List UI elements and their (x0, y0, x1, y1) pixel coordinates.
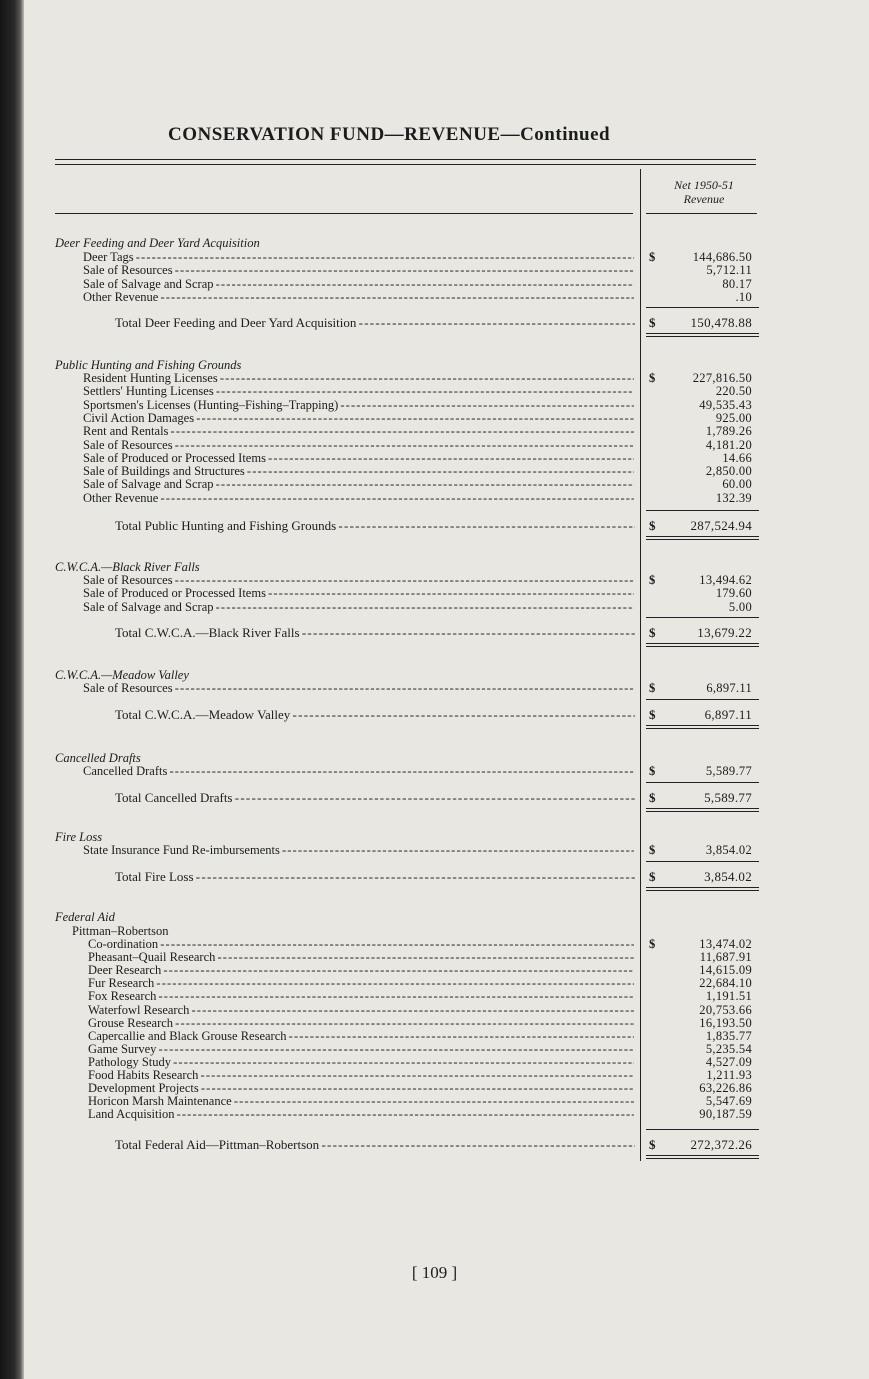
currency-symbol: $ (649, 371, 656, 385)
currency-symbol: $ (649, 843, 656, 857)
currency-symbol: $ (649, 707, 656, 722)
currency-symbol: $ (649, 681, 656, 695)
total-label: Total Deer Feeding and Deer Yard Acquisition - - - (115, 316, 635, 330)
section-heading-row (0, 751, 869, 765)
total-double-rule (646, 536, 759, 540)
line-item-amount: 13,474.02 (699, 937, 752, 951)
line-item-amount: .10 (735, 289, 752, 304)
line-item-amount: 6,897.11 (706, 681, 752, 695)
line-item-label: Deer Tags - - - (83, 250, 634, 264)
total-row (0, 870, 869, 884)
line-item-amount: 227,816.50 (692, 371, 752, 385)
total-amount: 6,897.11 (704, 707, 752, 722)
line-item-row (0, 424, 869, 438)
line-item-row (0, 1107, 869, 1121)
line-item-amount: 80.17 (722, 276, 752, 291)
line-item-row (0, 277, 869, 291)
total-double-rule (646, 887, 759, 891)
line-item-row (0, 976, 869, 990)
total-amount: 3,854.02 (704, 869, 752, 884)
total-amount: 150,478.88 (690, 315, 752, 330)
total-double-rule (646, 643, 759, 647)
section-heading-row (0, 668, 869, 682)
line-item-label: Sale of Resources - - - (83, 263, 634, 277)
line-item-row (0, 477, 869, 491)
line-item-amount: 5,589.77 (705, 764, 752, 778)
line-item-amount: 5,712.11 (706, 263, 752, 278)
subtotal-rule (646, 510, 759, 511)
line-item-row (0, 586, 869, 600)
line-item-label: Sale of Salvage and Scrap - - - (83, 600, 634, 614)
line-item-row (0, 384, 869, 398)
line-item-row (0, 843, 869, 857)
line-item-label: Settlers' Hunting Licenses - - - (83, 384, 634, 398)
line-item-row (0, 989, 869, 1003)
currency-symbol: $ (649, 518, 656, 533)
total-label: Total Federal Aid—Pittman–Robertson - - - (115, 1138, 635, 1152)
currency-symbol: $ (649, 937, 656, 951)
line-item-amount: 14,615.09 (699, 963, 752, 978)
total-label: Total Cancelled Drafts - - - (115, 791, 635, 805)
section-heading: C.W.C.A.—Meadow Valley (55, 668, 189, 682)
line-item-row (0, 1068, 869, 1082)
total-double-rule (646, 725, 759, 729)
currency-symbol: $ (649, 790, 656, 805)
total-amount: 5,589.77 (704, 790, 752, 805)
currency-symbol: $ (649, 250, 656, 264)
line-item-label: Game Survey - - - (88, 1042, 634, 1056)
total-amount: 287,524.94 (690, 518, 752, 533)
currency-symbol: $ (649, 1137, 656, 1152)
line-item-label: Deer Research - - - (88, 963, 634, 977)
line-item-label: Sportsmen's Licenses (Hunting–Fishing–Trapping) - - - (83, 398, 634, 412)
line-item-amount: 179.60 (715, 586, 752, 601)
page-title: CONSERVATION FUND—REVENUE—Continued (168, 124, 611, 145)
line-item-row (0, 464, 869, 478)
line-item-label: State Insurance Fund Re-imbursements - - - (83, 843, 634, 857)
line-item-amount: 63,226.86 (699, 1081, 752, 1096)
total-amount: 272,372.26 (690, 1137, 752, 1152)
currency-symbol: $ (649, 625, 656, 640)
line-item-row (0, 1003, 869, 1017)
line-item-label: Food Habits Research - - - (88, 1068, 634, 1082)
line-item-label: Sale of Resources - - - (83, 573, 634, 587)
line-item-row (0, 937, 869, 951)
line-item-label: Fox Research - - - (88, 989, 634, 1003)
total-label: Total Fire Loss - - - (115, 870, 635, 884)
line-item-amount: 1,191.51 (705, 989, 752, 1004)
line-item-label: Other Revenue - - - (83, 290, 634, 304)
line-item-amount: 4,527.09 (705, 1054, 752, 1069)
line-item-row (0, 398, 869, 412)
line-item-row (0, 451, 869, 465)
line-item-label: Fur Research - - - (88, 976, 634, 990)
total-row (0, 1138, 869, 1152)
total-row (0, 626, 869, 640)
line-item-amount: 1,211.93 (706, 1068, 752, 1082)
line-item-label: Sale of Salvage and Scrap - - - (83, 477, 634, 491)
section-heading-row (0, 560, 869, 574)
line-item-amount: 925.00 (715, 410, 752, 425)
line-item-amount: 5,235.54 (705, 1041, 752, 1056)
line-item-amount: 132.39 (715, 490, 752, 505)
line-item-row (0, 1042, 869, 1056)
line-item-amount: 60.00 (722, 477, 752, 492)
line-item-amount: 4,181.20 (705, 437, 752, 452)
section-heading-row (0, 830, 869, 844)
line-item-label: Capercallie and Black Grouse Research - - - (88, 1029, 634, 1043)
total-row (0, 791, 869, 805)
line-item-row (0, 963, 869, 977)
line-item-row (0, 371, 869, 385)
section-subheading-row (0, 924, 869, 938)
subtotal-rule (646, 782, 759, 783)
line-item-row (0, 1029, 869, 1043)
line-item-label: Horicon Marsh Maintenance - - - (88, 1094, 634, 1108)
line-item-amount: 3,854.02 (705, 843, 752, 857)
total-label: Total Public Hunting and Fishing Grounds - - - (115, 519, 635, 533)
currency-symbol: $ (649, 573, 656, 587)
line-item-row (0, 600, 869, 614)
line-item-amount: 90,187.59 (699, 1107, 752, 1122)
total-double-rule (646, 808, 759, 812)
line-item-label: Resident Hunting Licenses - - - (83, 371, 634, 385)
line-item-label: Land Acquisition - - - (88, 1107, 634, 1121)
column-header-line-2: Revenue (683, 192, 725, 206)
total-amount: 13,679.22 (697, 625, 752, 640)
line-item-row (0, 491, 869, 505)
header-double-rule-top (55, 159, 756, 160)
page-number: [ 109 ] (411, 1263, 458, 1282)
subtotal-rule (646, 861, 759, 862)
header-rule-left (55, 213, 633, 214)
section-heading: Fire Loss (55, 830, 103, 844)
line-item-label: Sale of Produced or Processed Items - - - (83, 451, 634, 465)
header-rule-right (646, 213, 757, 214)
currency-symbol: $ (649, 764, 656, 778)
line-item-amount: 22,684.10 (699, 976, 752, 991)
subtotal-rule (646, 617, 759, 618)
line-item-label: Sale of Buildings and Structures - - - (83, 464, 634, 478)
line-item-row (0, 438, 869, 452)
line-item-label: Sale of Salvage and Scrap - - - (83, 277, 634, 291)
column-header-line-1: Net 1950-51 (674, 178, 734, 192)
line-item-amount: 13,494.62 (699, 573, 752, 587)
subtotal-rule (646, 1129, 759, 1130)
line-item-label: Pheasant–Quail Research - - - (88, 950, 634, 964)
total-row (0, 519, 869, 533)
line-item-row (0, 950, 869, 964)
line-item-label: Grouse Research - - - (88, 1016, 634, 1030)
line-item-amount: 5.00 (728, 599, 752, 614)
total-double-rule (646, 333, 759, 337)
column-header (650, 178, 758, 206)
line-item-label: Cancelled Drafts - - - (83, 764, 634, 778)
line-item-label: Sale of Resources - - - (83, 681, 634, 695)
line-item-label: Co-ordination - - - (88, 937, 634, 951)
section-heading: Federal Aid (55, 910, 115, 924)
section-heading: Public Hunting and Fishing Grounds (55, 358, 242, 372)
line-item-row (0, 411, 869, 425)
line-item-amount: 5,547.69 (705, 1094, 752, 1109)
line-item-amount: 49,535.43 (699, 397, 752, 412)
section-subheading: Pittman–Robertson (72, 924, 169, 938)
line-item-row (0, 764, 869, 778)
line-item-amount: 144,686.50 (692, 250, 752, 264)
line-item-amount: 2,850.00 (705, 464, 752, 479)
line-item-row (0, 1094, 869, 1108)
line-item-amount: 16,193.50 (699, 1015, 752, 1030)
line-item-amount: 220.50 (715, 384, 752, 399)
line-item-amount: 20,753.66 (699, 1002, 752, 1017)
subtotal-rule (646, 699, 759, 700)
line-item-row (0, 1016, 869, 1030)
line-item-label: Development Projects - - - (88, 1081, 634, 1095)
line-item-row (0, 250, 869, 264)
section-heading: C.W.C.A.—Black River Falls (55, 560, 200, 574)
line-item-amount: 1,835.77 (705, 1028, 752, 1043)
line-item-row (0, 1081, 869, 1095)
total-label: Total C.W.C.A.—Meadow Valley - - - (115, 708, 635, 722)
header-double-rule-bottom (55, 164, 756, 165)
section-heading: Cancelled Drafts (55, 751, 141, 765)
line-item-row (0, 263, 869, 277)
line-item-label: Pathology Study - - - (88, 1055, 634, 1069)
line-item-label: Waterfowl Research - - - (88, 1003, 634, 1017)
total-double-rule (646, 1155, 759, 1159)
section-heading-row (0, 358, 869, 372)
currency-symbol: $ (649, 315, 656, 330)
section-heading-row (0, 910, 869, 924)
total-label: Total C.W.C.A.—Black River Falls - - - (115, 626, 635, 640)
line-item-amount: 11,687.91 (699, 950, 752, 965)
total-row (0, 316, 869, 330)
subtotal-rule (646, 307, 759, 308)
line-item-amount: 14.66 (722, 450, 752, 465)
line-item-label: Rent and Rentals - - - (83, 424, 634, 438)
line-item-label: Sale of Resources - - - (83, 438, 634, 452)
total-row (0, 708, 869, 722)
line-item-row (0, 573, 869, 587)
line-item-label: Other Revenue - - - (83, 491, 634, 505)
line-item-amount: 1,789.26 (705, 424, 752, 439)
currency-symbol: $ (649, 869, 656, 884)
section-heading: Deer Feeding and Deer Yard Acquisition (55, 236, 260, 250)
line-item-row (0, 681, 869, 695)
line-item-row (0, 1055, 869, 1069)
line-item-label: Civil Action Damages - - - (83, 411, 634, 425)
section-heading-row (0, 236, 869, 250)
line-item-label: Sale of Produced or Processed Items - - - (83, 586, 634, 600)
line-item-row (0, 290, 869, 304)
